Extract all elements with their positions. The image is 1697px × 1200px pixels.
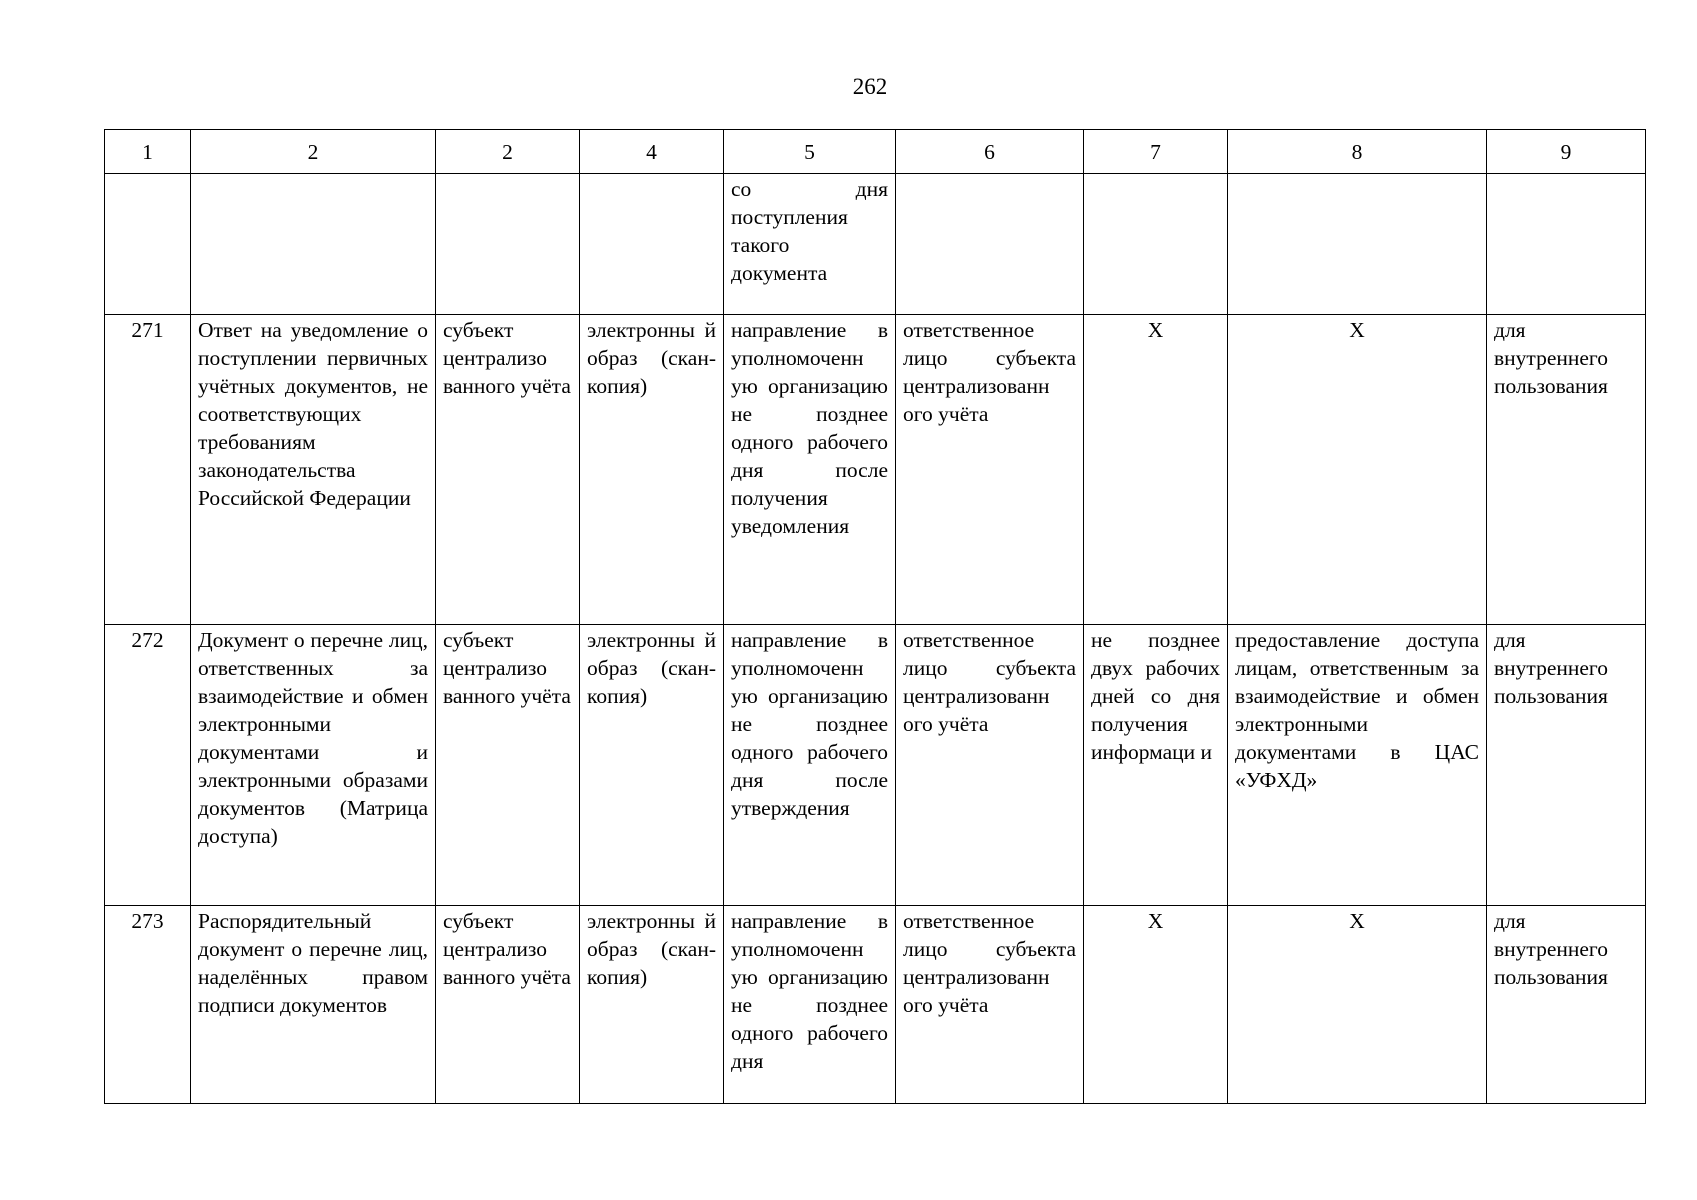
document-name-text: Распорядительный документ о перечне лиц, наделённых правом подписи документов [198,909,428,1017]
row-number-text: 271 [131,318,164,342]
creator-cell [436,315,580,625]
table-header-row [105,130,1646,174]
table-cell [1228,174,1487,315]
form-text: электронны й образ (скан-копия) [587,318,716,398]
document-table [104,129,1646,1104]
usage-cell [1487,906,1646,1104]
col7-text: X [1147,909,1164,933]
term-text: направление в уполномоченн ую организацию не позднее одного рабочего дня [731,909,888,1073]
column-header: 7 [1084,130,1228,174]
table-cell-term [724,174,896,315]
creator-text: субъект централизо ванного учёта [443,318,571,398]
usage-text: для внутреннего пользования [1494,909,1608,989]
column-header: 4 [580,130,724,174]
column-header: 2 [191,130,436,174]
document-name-text: Документ о перечне лиц, ответственных за взаимодействие и обмен электронными документами и электронными образами документов (Матрица доступа) [198,628,428,848]
row-number [105,315,191,625]
table-row-continuation [105,174,1646,315]
col8-cell [1228,906,1487,1104]
creator-cell [436,906,580,1104]
term-text: направление в уполномоченн ую организацию не позднее одного рабочего дня после утверждения [731,628,888,820]
document-name-cell [191,315,436,625]
column-header: 8 [1228,130,1487,174]
table-row-273 [105,906,1646,1104]
form-cell [580,315,724,625]
form-text: электронны й образ (скан-копия) [587,628,716,708]
row-number-text: 272 [131,628,164,652]
col7-cell [1084,906,1228,1104]
col7-text: не позднее двух рабочих дней со дня получения информаци и [1091,628,1220,764]
column-header: 2 [436,130,580,174]
column-header: 9 [1487,130,1646,174]
creator-cell [436,625,580,906]
table-row-271 [105,315,1646,625]
table-cell [105,174,191,315]
term-cell [724,315,896,625]
responsible-cell [896,315,1084,625]
col7-cell [1084,625,1228,906]
table-cell [896,174,1084,315]
column-header: 6 [896,130,1084,174]
col7-cell [1084,315,1228,625]
responsible-cell [896,906,1084,1104]
responsible-text: ответственное лицо субъекта централизованн ого учёта [903,628,1076,736]
responsible-text: ответственное лицо субъекта централизованн ого учёта [903,909,1076,1017]
table-cell [580,174,724,315]
col7-text: X [1147,318,1164,342]
usage-text: для внутреннего пользования [1494,318,1608,398]
term-cell [724,625,896,906]
table-cell [436,174,580,315]
col8-text: X [1349,909,1365,933]
responsible-cell [896,625,1084,906]
col8-text: X [1349,318,1365,342]
document-name-text: Ответ на уведомление о поступлении первичных учётных документов, не соответствующих требованиям законодательства Российской Федерации [198,318,428,510]
responsible-text: ответственное лицо субъекта централизованн ого учёта [903,318,1076,426]
col8-cell [1228,315,1487,625]
term-cell [724,906,896,1104]
row-number [105,625,191,906]
usage-cell [1487,625,1646,906]
term-text: направление в уполномоченн ую организацию не позднее одного рабочего дня после получения уведомления [731,318,888,538]
form-cell [580,625,724,906]
document-name-cell [191,906,436,1104]
term-text: со дня поступления такого документа [731,177,888,285]
column-header: 5 [724,130,896,174]
creator-text: субъект централизо ванного учёта [443,628,571,708]
page-number: 262 [852,74,888,99]
row-number-text: 273 [131,909,164,933]
row-number [105,906,191,1104]
col8-text: предоставление доступа лицам, ответственным за взаимодействие и обмен электронными документами в ЦАС «УФХД» [1235,628,1479,792]
creator-text: субъект централизо ванного учёта [443,909,571,989]
table-cell [1487,174,1646,315]
document-name-cell [191,625,436,906]
usage-text: для внутреннего пользования [1494,628,1608,708]
column-header: 1 [105,130,191,174]
table-row-272 [105,625,1646,906]
usage-cell [1487,315,1646,625]
table-cell [1084,174,1228,315]
form-text: электронны й образ (скан-копия) [587,909,716,989]
form-cell [580,906,724,1104]
col8-cell [1228,625,1487,906]
table-cell [191,174,436,315]
